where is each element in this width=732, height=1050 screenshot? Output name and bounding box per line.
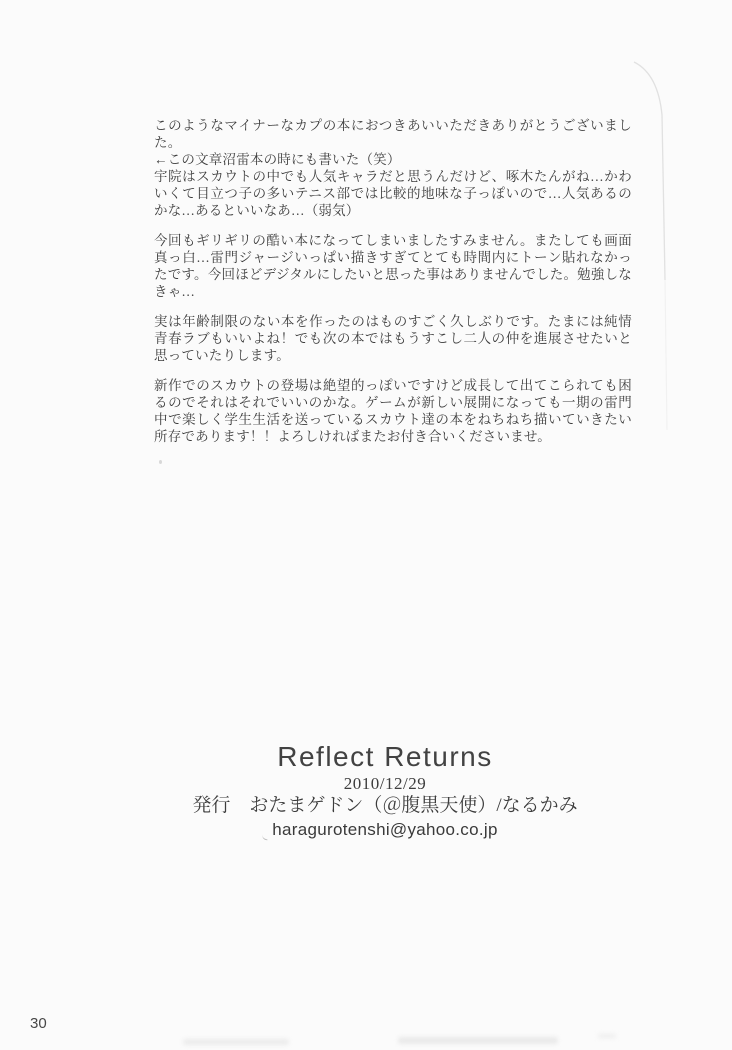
book-title: Reflect Returns (277, 741, 493, 772)
paragraph-line: 実は年齢制限のない本を作ったのはものすごく久しぶりです。たまには純情青春ラブもいいよね！でも次の本ではもうすこし二人の仲を進展させたいと思っていたりします。 (154, 314, 632, 363)
afterword-text (154, 117, 632, 445)
scan-smudge (398, 1037, 558, 1044)
paragraph-line: 新作でのスカウトの登場は絶望的っぽいですけど成長して出てこられても困るのでそれはそれでいいのかな。ゲームが新しい展開になっても一期の雷門中で楽しく学生生活を送っているスカウト達の本をねちねち描いていきたい所存であります！！よろしければまたお付き合いくださいませ。 (154, 378, 632, 444)
scan-smudge (598, 1034, 616, 1038)
colophon (100, 741, 670, 840)
paragraph-line: このようなマイナーなカプの本におつきあいいただきありがとうございました。 (154, 118, 632, 150)
paragraph-line: 宇院はスカウトの中でも人気キャラだと思うんだけど、啄木たんがね…かわいくて目立つ子の多いテニス部では比較的地味な子っぽいので…人気あるのかな…あるといいなあ…（弱気） (154, 169, 632, 218)
paragraph-line: 今回もギリギリの酷い本になってしまいましたすみません。またしても画面真っ白…雷門ジャージいっぱい描きすぎてとても時間内にトーン貼れなかったです。今回ほどデジタルにしたいと思った事はありませんでした。勉強しなきゃ… (154, 233, 632, 299)
afterword-paragraph-3 (154, 313, 632, 364)
paragraph-line: ←この文章沼雷本の時にも書いた（笑） (154, 152, 401, 167)
publisher-credit: 発行 おたまゲドン（＠腹黒天使）/なるかみ (192, 795, 578, 816)
afterword-paragraph-1 (154, 117, 632, 219)
afterword-paragraph-2 (154, 232, 632, 300)
scan-speck (159, 460, 162, 464)
afterword-paragraph-4 (154, 377, 632, 445)
publication-date: 2010/12/29 (343, 774, 427, 793)
contact-email: haragurotenshi@yahoo.co.jp (272, 820, 498, 839)
scan-smudge (183, 1039, 289, 1045)
page-number: 30 (30, 1015, 47, 1032)
